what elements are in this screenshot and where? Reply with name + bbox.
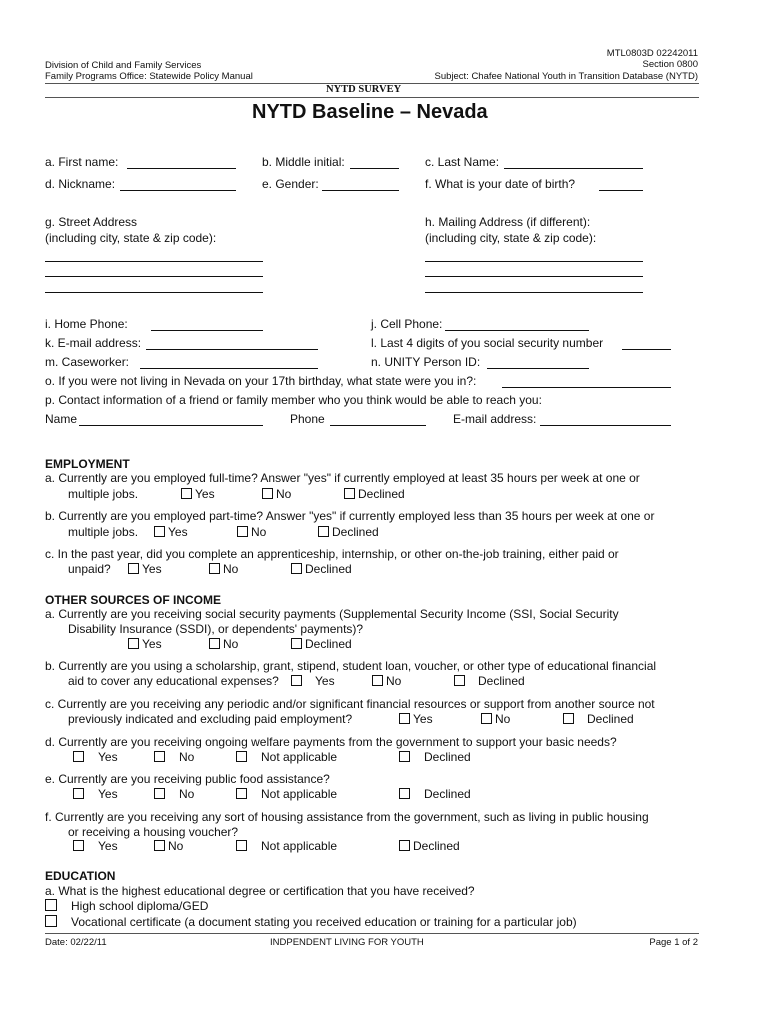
employment-a-yes[interactable]: Yes: [181, 487, 215, 501]
footer-center: INDPENDENT LIVING FOR YOUTH: [270, 937, 424, 948]
cell-phone-label: j. Cell Phone:: [371, 317, 443, 331]
income-d-yes[interactable]: Yes: [73, 750, 118, 764]
checkbox-icon[interactable]: [45, 915, 57, 927]
street-address-label: g. Street Address: [45, 215, 138, 229]
employment-c-no[interactable]: No: [209, 562, 238, 576]
income-c-declined[interactable]: Declined: [563, 712, 634, 726]
employment-heading: EMPLOYMENT: [45, 457, 130, 471]
footer-rule: [45, 933, 699, 934]
income-d-question: d. Currently are you receiving ongoing welfare payments from the government to support your basic needs?: [45, 735, 617, 749]
checkbox-icon[interactable]: [399, 840, 410, 851]
income-e-question: e. Currently are you receiving public food assistance?: [45, 772, 330, 786]
checkbox-icon[interactable]: [128, 638, 139, 649]
checkbox-icon[interactable]: [73, 751, 84, 762]
middle-initial-field[interactable]: [350, 168, 399, 169]
checkbox-icon[interactable]: [73, 840, 84, 851]
checkbox-icon[interactable]: [128, 563, 139, 574]
checkbox-icon[interactable]: [563, 713, 574, 724]
cell-phone-field[interactable]: [445, 330, 589, 331]
ssn-label: l. Last 4 digits of you social security number: [371, 336, 604, 350]
income-b-yes[interactable]: Yes: [291, 674, 335, 688]
employment-a-no[interactable]: No: [262, 487, 291, 501]
income-a-question-cont: Disability Insurance (SSDI), or dependents' payments)?: [68, 622, 364, 636]
checkbox-icon[interactable]: [399, 713, 410, 724]
checkbox-icon[interactable]: [73, 788, 84, 799]
income-b-declined[interactable]: Declined: [454, 674, 525, 688]
employment-a-question-cont: multiple jobs.: [68, 487, 139, 501]
mailing-address-label: h. Mailing Address (if different):: [425, 215, 591, 229]
footer-page: Page 1 of 2: [649, 937, 698, 948]
dob-label: f. What is your date of birth?: [425, 177, 576, 191]
contact-name-field[interactable]: [79, 425, 263, 426]
checkbox-icon[interactable]: [209, 638, 220, 649]
income-a-no[interactable]: No: [209, 637, 238, 651]
checkbox-icon[interactable]: [236, 840, 247, 851]
street-address-line-1[interactable]: [45, 261, 263, 262]
mailing-address-line-2[interactable]: [425, 276, 643, 277]
checkbox-icon[interactable]: [236, 751, 247, 762]
checkbox-icon[interactable]: [344, 488, 355, 499]
home-phone-field[interactable]: [151, 330, 263, 331]
checkbox-icon[interactable]: [181, 488, 192, 499]
employment-c-question: c. In the past year, did you complete an apprenticeship, internship, or other on-the-job training, either paid or: [45, 547, 619, 561]
unity-id-label: n. UNITY Person ID:: [371, 355, 481, 369]
income-b-no[interactable]: No: [372, 674, 401, 688]
income-c-question-cont: previously indicated and excluding paid employment?: [68, 712, 353, 726]
employment-a-question: a. Currently are you employed full-time? Answer "yes" if currently employed at least 35 hours per week at one or: [45, 471, 640, 485]
checkbox-icon[interactable]: [154, 751, 165, 762]
employment-c-yes[interactable]: Yes: [128, 562, 162, 576]
nickname-field[interactable]: [120, 190, 236, 191]
income-f-yes[interactable]: Yes: [73, 839, 118, 853]
income-f-no[interactable]: No: [154, 839, 183, 853]
checkbox-icon[interactable]: [237, 526, 248, 537]
income-a-declined[interactable]: Declined: [291, 637, 352, 651]
employment-c-question-cont: unpaid?: [68, 562, 111, 576]
income-b-question-cont: aid to cover any educational expenses?: [68, 674, 279, 688]
education-a-question: a. What is the highest educational degree or certification that you have received?: [45, 884, 475, 898]
income-e-no[interactable]: No: [154, 787, 194, 801]
checkbox-icon[interactable]: [372, 675, 383, 686]
caseworker-field[interactable]: [140, 368, 318, 369]
header-mtl: MTL0803D 02242011: [606, 48, 698, 59]
checkbox-icon[interactable]: [399, 751, 410, 762]
income-f-question-cont: or receiving a housing voucher?: [68, 825, 239, 839]
middle-initial-label: b. Middle initial:: [262, 155, 345, 169]
home-phone-label: i. Home Phone:: [45, 317, 128, 331]
street-address-sublabel: (including city, state & zip code):: [45, 231, 217, 245]
mailing-address-sublabel: (including city, state & zip code):: [425, 231, 597, 245]
income-d-na[interactable]: Not applicable: [236, 750, 337, 764]
contact-phone-field[interactable]: [330, 425, 426, 426]
checkbox-icon[interactable]: [291, 563, 302, 574]
employment-b-yes[interactable]: Yes: [154, 525, 188, 539]
employment-b-question: b. Currently are you employed part-time? Answer "yes" if currently employed less than 35 hours per week at one or: [45, 509, 655, 523]
education-opt-hs[interactable]: High school diploma/GED: [45, 899, 208, 913]
gender-label: e. Gender:: [262, 177, 319, 191]
nickname-label: d. Nickname:: [45, 177, 116, 191]
last-name-label: c. Last Name:: [425, 155, 500, 169]
header-office: Family Programs Office: Statewide Policy Manual: [45, 71, 253, 82]
education-heading: EDUCATION: [45, 869, 116, 883]
checkbox-icon[interactable]: [45, 899, 57, 911]
checkbox-icon[interactable]: [236, 788, 247, 799]
contact-info-label: p. Contact information of a friend or family member who you think would be able to reach you:: [45, 393, 542, 407]
income-heading: OTHER SOURCES OF INCOME: [45, 593, 222, 607]
employment-a-declined[interactable]: Declined: [344, 487, 405, 501]
footer-date: Date: 02/22/11: [45, 937, 107, 948]
income-f-declined[interactable]: Declined: [399, 839, 460, 853]
first-name-field[interactable]: [127, 168, 236, 169]
income-a-yes[interactable]: Yes: [128, 637, 162, 651]
caseworker-label: m. Caseworker:: [45, 355, 130, 369]
mailing-address-line-1[interactable]: [425, 261, 643, 262]
income-c-yes[interactable]: Yes: [399, 712, 433, 726]
income-f-question: f. Currently are you receiving any sort of housing assistance from the government, such as living in public housing: [45, 810, 649, 824]
unity-id-field[interactable]: [487, 368, 589, 369]
state-17-label: o. If you were not living in Nevada on your 17th birthday, what state were you in?:: [45, 374, 477, 388]
street-address-line-3[interactable]: [45, 292, 263, 293]
employment-b-no[interactable]: No: [237, 525, 266, 539]
income-d-declined[interactable]: Declined: [399, 750, 471, 764]
first-name-label: a. First name:: [45, 155, 119, 169]
employment-c-declined[interactable]: Declined: [291, 562, 352, 576]
checkbox-icon[interactable]: [154, 788, 165, 799]
checkbox-icon[interactable]: [291, 675, 302, 686]
income-a-question: a. Currently are you receiving social security payments (Supplemental Security Income (SSI, Social Security: [45, 607, 619, 621]
income-e-na[interactable]: Not applicable: [236, 787, 337, 801]
income-e-declined[interactable]: Declined: [399, 787, 471, 801]
gender-field[interactable]: [322, 190, 399, 191]
employment-b-declined[interactable]: Declined: [318, 525, 379, 539]
checkbox-icon[interactable]: [454, 675, 465, 686]
checkbox-icon[interactable]: [318, 526, 329, 537]
contact-email-field[interactable]: [540, 425, 671, 426]
last-name-field[interactable]: [504, 168, 643, 169]
state-17-field[interactable]: [502, 387, 671, 388]
page-title: NYTD Baseline – Nevada: [252, 101, 488, 123]
income-e-yes[interactable]: Yes: [73, 787, 118, 801]
income-d-no[interactable]: No: [154, 750, 194, 764]
education-opt-vocational[interactable]: Vocational certificate (a document stating you received education or training for a particular job): [45, 915, 577, 929]
dob-field[interactable]: [599, 190, 643, 191]
header-subject: Subject: Chafee National Youth in Transition Database (NYTD): [434, 71, 698, 82]
checkbox-icon[interactable]: [262, 488, 273, 499]
contact-name-label: Name: [45, 412, 78, 426]
contact-phone-label: Phone: [290, 412, 325, 426]
header-rule-2: [45, 97, 699, 98]
employment-b-question-cont: multiple jobs.: [68, 525, 139, 539]
header-section: Section 0800: [642, 59, 698, 70]
income-f-na[interactable]: Not applicable: [236, 839, 337, 853]
header-division: Division of Child and Family Services: [45, 60, 202, 71]
survey-label: NYTD SURVEY: [326, 84, 402, 95]
income-c-question: c. Currently are you receiving any periodic and/or significant financial resources or support from another source not: [45, 697, 655, 711]
email-label: k. E-mail address:: [45, 336, 142, 350]
street-address-line-2[interactable]: [45, 276, 263, 277]
checkbox-icon[interactable]: [209, 563, 220, 574]
checkbox-icon[interactable]: [154, 840, 165, 851]
mailing-address-line-3[interactable]: [425, 292, 643, 293]
email-field[interactable]: [146, 349, 318, 350]
income-c-no[interactable]: No: [481, 712, 510, 726]
ssn-field[interactable]: [622, 349, 671, 350]
contact-email-label: E-mail address:: [453, 412, 537, 426]
checkbox-icon[interactable]: [399, 788, 410, 799]
checkbox-icon[interactable]: [154, 526, 165, 537]
income-b-question: b. Currently are you using a scholarship, grant, stipend, student loan, voucher, or other type of educational financial: [45, 659, 657, 673]
checkbox-icon[interactable]: [481, 713, 492, 724]
checkbox-icon[interactable]: [291, 638, 302, 649]
